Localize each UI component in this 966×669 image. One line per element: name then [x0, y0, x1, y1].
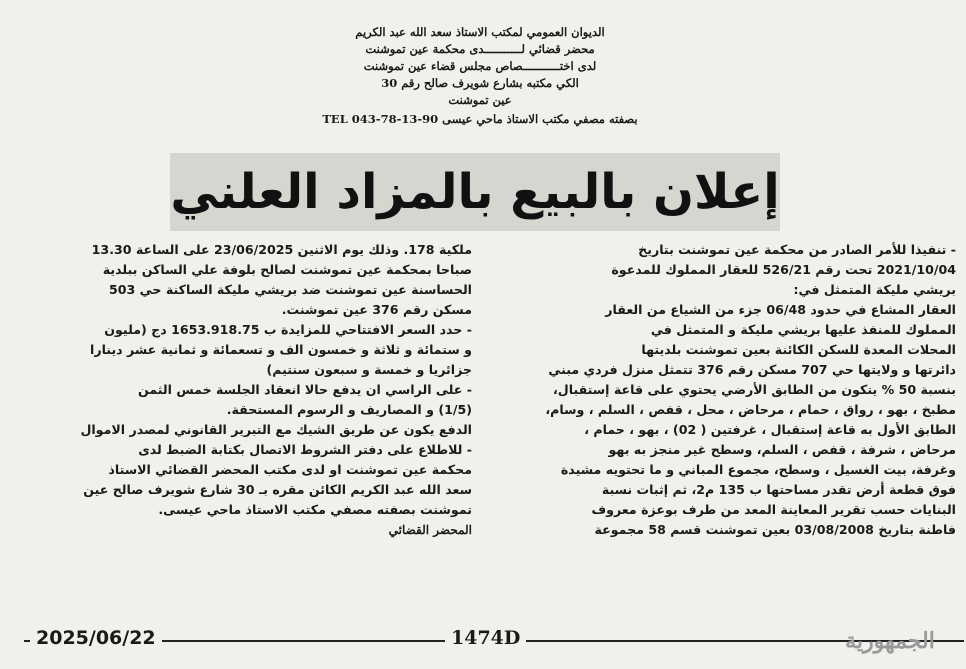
- text-line: بريشي مليكة المتمثل في:: [793, 282, 956, 297]
- text-line: مرحاض ، شرفة ، قفص ، السلم، وسطح غير منجز به بهو: [608, 442, 956, 457]
- text-line: دائرتها و ولايتها حي 707 مسكن رقم 376 تتمثل منزل فردي مبني: [548, 362, 956, 377]
- text-line: صباحا بمحكمة عين تموشنت لصالح بلوفة علي الساكن ببلدية: [102, 262, 472, 277]
- left-column: [24, 240, 472, 540]
- text-line: - حدد السعر الافتتاحي للمزايدة ب 1653.918.75 دج (مليون: [104, 322, 472, 337]
- text-line: البنايات حسب تقرير المعاينة المعد من طرف بوعزة معروف: [591, 502, 956, 517]
- text-line: ملكية 178. وذلك يوم الاثنين 23/06/2025 على الساعة 13.30: [91, 242, 472, 257]
- header-line: لدى اختـــــــــــصاص مجلس قضاء عين تموشنت: [363, 59, 597, 73]
- right-column: [500, 240, 956, 540]
- signature: المحضر القضائي: [388, 523, 472, 537]
- text-line: - تنفيذا للأمر الصادر من محكمة عين تموشنت بتاريخ: [638, 242, 956, 257]
- header-line: محضر قضائي لـــــــــــدى محكمة عين تموشنت: [365, 42, 595, 56]
- text-line: و ستمائة و ثلاثة و خمسون الف و تسعمائة و ثمانية عشر دينارا: [90, 342, 472, 357]
- text-line: مطبخ ، بهو ، رواق ، حمام ، مرحاض ، محل ، قفص ، السلم ، وسام،: [545, 402, 956, 417]
- header-line: الكي مكتبه بشارع شويرف صالح رقم 30: [381, 76, 579, 90]
- text-line: فوق قطعة أرض تقدر مساحتها ب 135 م2، ثم إثبات نسبة: [601, 482, 956, 497]
- header-line: عين تموشنت: [448, 93, 512, 107]
- text-line: الطابق الأول به قاعة إستقبال ، غرفتين ( 02) ، بهو ، حمام ،: [584, 422, 956, 437]
- text-line: فاطنة بتاريخ 03/08/2008 بعين تموشنت قسم 58 مجموعة: [594, 522, 956, 537]
- notice-title: إعلان بالبيع بالمزاد العلني: [170, 164, 780, 220]
- text-line: المملوك للمنفذ عليها بريشي مليكة و المتمثل في: [650, 322, 956, 337]
- text-line: بنسبة 50 % يتكون من الطابق الأرضي يحتوي على قاعة إستقبال،: [553, 382, 956, 397]
- text-line: الدفع يكون عن طريق الشيك مع التبرير القانوني لمصدر الاموال: [80, 422, 472, 437]
- text-line: جزائريا و خمسة و سبعون سنتيم): [266, 362, 472, 377]
- text-line: (1/5) و المصاريف و الرسوم المستحقة.: [226, 402, 472, 417]
- text-line: الحساسنة عين تموشنت ضد بريشي مليكة الساكنة حي 503: [108, 282, 472, 297]
- footer-date: 2025/06/22: [30, 627, 162, 649]
- header-line: الديوان العمومي لمكتب الاستاذ سعد الله عبد الكريم: [355, 25, 605, 39]
- notice-header: [250, 24, 710, 128]
- text-line: وغرفة، بيت الغسيل ، وسطح، مجموع المباني و ما تحتويه مشيدة: [560, 462, 956, 477]
- text-line: - على الراسي ان يدفع حالا انعقاد الجلسة خمس الثمن: [137, 382, 472, 397]
- footer-code: 1474D: [445, 627, 526, 649]
- text-line: مسكن رقم 376 عين تموشنت.: [281, 302, 472, 317]
- text-line: المحلات المعدة للسكن الكائنة بعين تموشنت بلديتها: [641, 342, 956, 357]
- newspaper-logo: الجمهورية: [845, 628, 935, 654]
- text-line: - للاطلاع على دفتر الشروط الاتصال بكتابة الضبط لدى: [138, 442, 472, 457]
- text-line: 2021/10/04 تحت رقم 526/21 للعقار المملوك للمدعوة: [611, 262, 956, 277]
- text-line: سعد الله عبد الكريم الكائن مقره بـ 30 شارع شويرف صالح عين: [83, 482, 472, 497]
- text-line: محكمة عين تموشنت او لدى مكتب المحضر القضائي الاستاذ: [108, 462, 472, 477]
- header-line-phone: بصفته مصفي مكتب الاستاذ ماحي عيسى TEL 043-78-13-90: [322, 112, 638, 126]
- text-line: تموشنت بصفته مصفي مكتب الاستاذ ماحي عيسى.: [158, 502, 472, 517]
- text-line: العقار المشاع في حدود 06/48 جزء من الشياع من العقار: [605, 302, 956, 317]
